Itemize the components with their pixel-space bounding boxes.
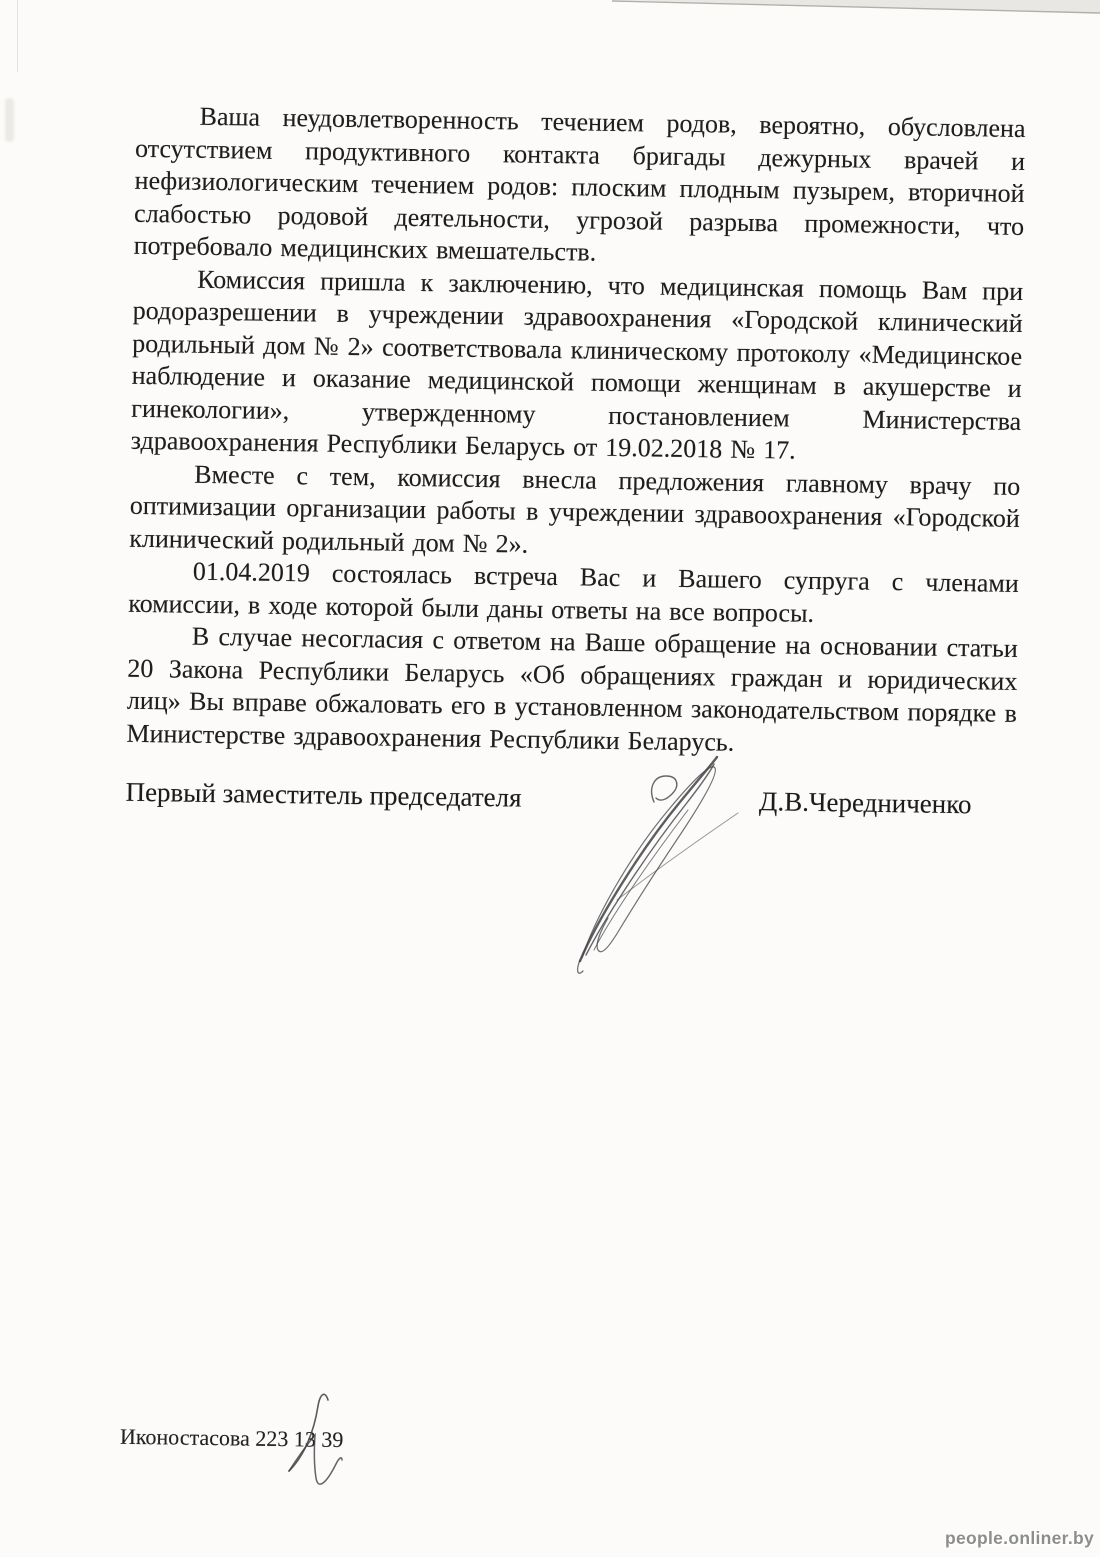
- paragraph-appeal-rights: В случае несогласия с ответом на Ваше обращение на основании статьи 20 Закона Республики Беларусь «Об обращениях граждан и юридических лиц» Вы вправе обжаловать его в установленном законодательством порядке в Министерстве здравоохранения Республики Беларусь.: [126, 621, 1019, 757]
- signer-name: Д.В.Чередниченко: [758, 786, 972, 820]
- executor-contact: Иконостасова 223 13 39: [119, 1423, 344, 1453]
- letter-text-block: [0, 0, 1027, 821]
- signature-icon: [550, 740, 770, 990]
- watermark-text: people.onliner.by: [944, 1528, 1094, 1548]
- paragraph-commission-conclusion: Комиссия пришла к заключению, что медицинская помощь Вам при родоразрешении в учреждении здравоохранения «Городской клинический родильный дом № 2» соответствовала клиническому протоколу «Медицинское наблюдение и оказание медицинской помощи женщинам в акушерстве и гинекологии», утвержденному постановлением Министерства здравоохранения Республики Беларусь от 19.02.2018 № 17.: [130, 264, 1024, 465]
- paragraph-proposals: Вместе с тем, комиссия внесла предложения главному врачу по оптимизации организации работы в учреждении здравоохранения «Городской клинический родильный дом № 2».: [129, 459, 1021, 559]
- signer-position-label: Первый заместитель председателя: [125, 776, 522, 813]
- paragraph-dissatisfaction: Ваша неудовлетворенность течением родов, вероятно, обусловлена отсутствием продуктивного контакта бригады дежурных врачей и нефизиологическим течением родов: плоским плодным пузырем, вторичной слабостью родовой деятельности, угрозой разрыва промежности, что потребовало медицинских вмешательств.: [133, 101, 1026, 267]
- initials-icon: [278, 1380, 358, 1515]
- paragraph-meeting: 01.04.2019 состоялась встреча Вас и Вашего супруга с членами комиссии, в ходе которой были даны ответы на все вопросы.: [128, 556, 1019, 628]
